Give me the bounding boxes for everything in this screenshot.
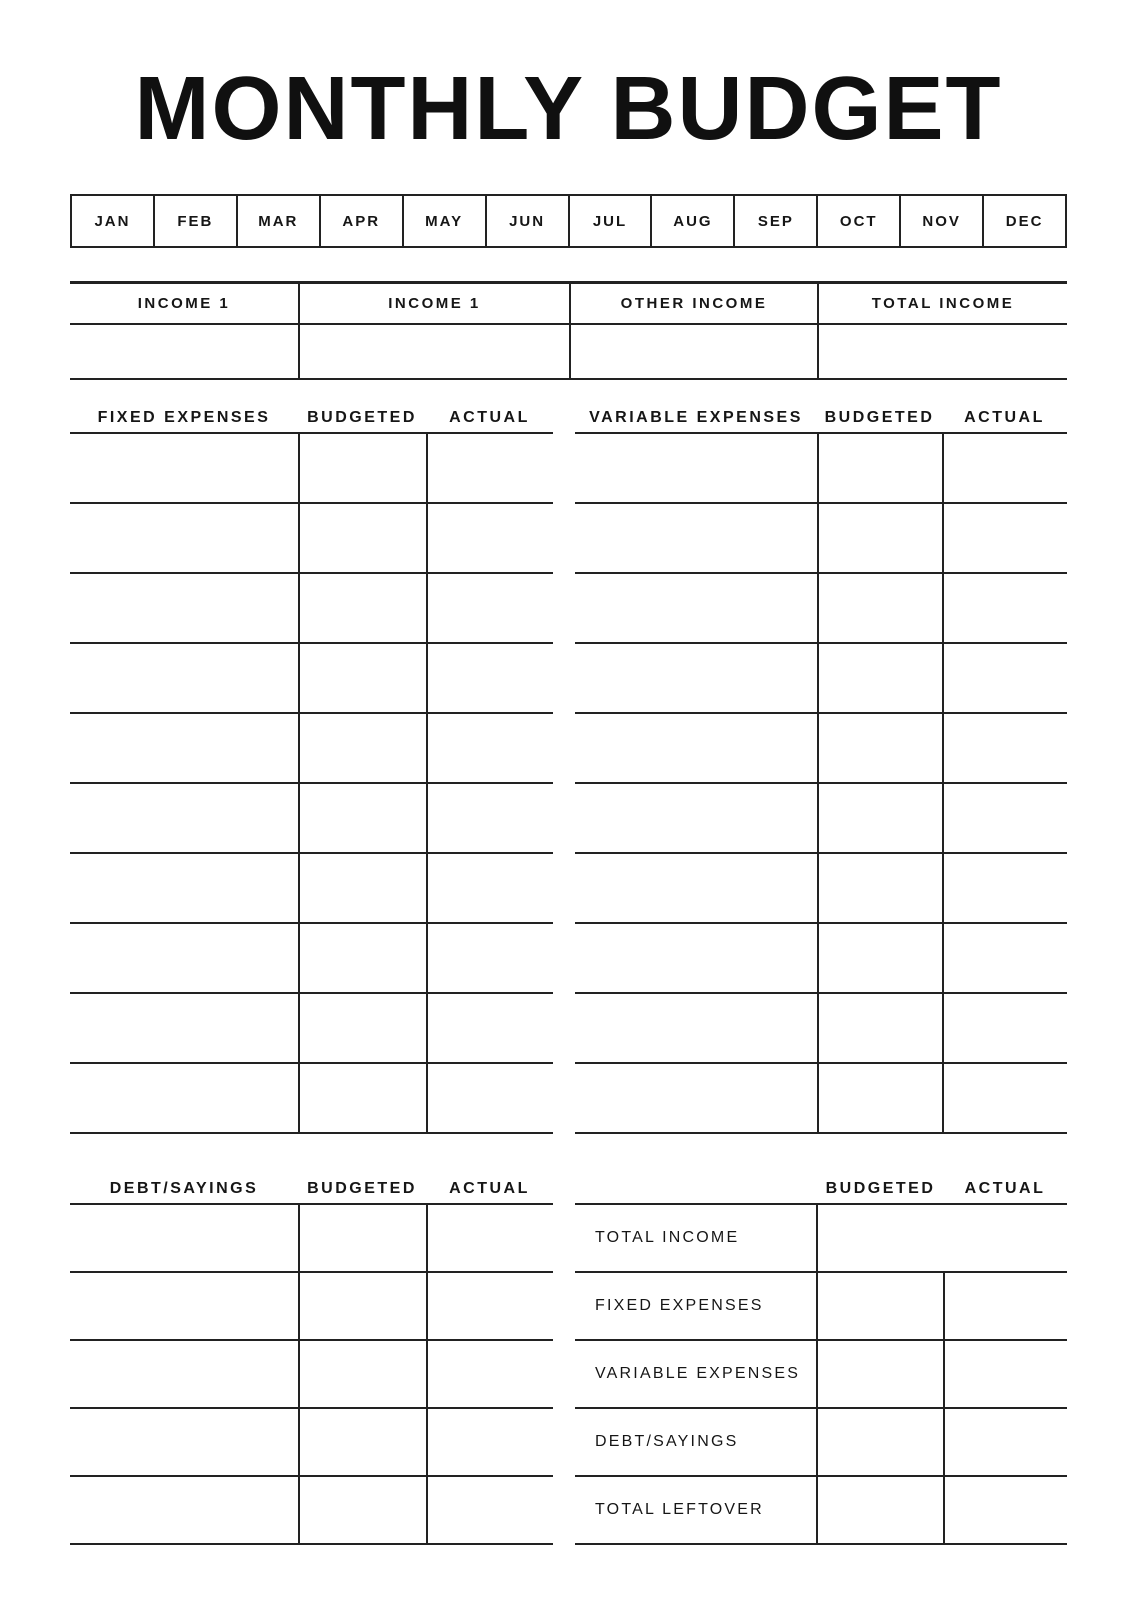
name-cell	[70, 434, 298, 502]
budgeted-cell	[298, 714, 426, 782]
actual-cell	[426, 1409, 553, 1475]
actual-cell	[942, 854, 1067, 922]
budgeted-cell	[298, 854, 426, 922]
page-title: MONTHLY BUDGET	[134, 59, 1003, 159]
variable_expenses-row	[575, 714, 1067, 784]
variable_expenses-row	[575, 784, 1067, 854]
income-table-values	[70, 325, 1067, 378]
name-cell	[70, 924, 298, 992]
income2-value-cell	[298, 325, 569, 378]
variable-expenses-body	[575, 432, 1067, 1134]
actual-cell	[426, 784, 553, 852]
actual-cell	[943, 1273, 1067, 1339]
name-cell	[70, 714, 298, 782]
budgeted-column-title: BUDGETED	[307, 409, 417, 426]
actual-column-title: ACTUAL	[964, 409, 1045, 426]
variable_expenses-row	[575, 994, 1067, 1064]
fixed_expenses-row	[70, 994, 553, 1064]
budgeted-cell	[818, 1477, 943, 1543]
name-cell	[70, 994, 298, 1062]
month-cell-jun: JUN	[485, 196, 568, 246]
variable_expenses-row	[575, 504, 1067, 574]
budgeted-cell	[817, 574, 942, 642]
budgeted-cell	[817, 854, 942, 922]
fixed-expenses-column-title: FIXED EXPENSES	[97, 409, 271, 426]
debt_savings-row	[70, 1205, 553, 1273]
other-income-value-cell	[569, 325, 817, 378]
month-cell-mar: MAR	[236, 196, 319, 246]
budgeted-cell	[817, 924, 942, 992]
fixed-expenses-header	[70, 404, 553, 432]
actual-cell	[426, 854, 553, 922]
variable-expenses-column-title: VARIABLE EXPENSES	[589, 409, 803, 426]
summary-row-fixed-expenses	[575, 1273, 1067, 1341]
actual-cell	[426, 1477, 553, 1543]
budgeted-actual-merged-cell	[818, 1205, 1067, 1271]
budgeted-cell	[298, 1064, 426, 1132]
month-cell-dec: DEC	[982, 196, 1065, 246]
budgeted-cell	[818, 1273, 943, 1339]
month-cell-jul: JUL	[568, 196, 651, 246]
debt_savings-row	[70, 1341, 553, 1409]
name-cell	[70, 1477, 298, 1543]
summary-row-total-leftover	[575, 1477, 1067, 1545]
actual-cell	[942, 644, 1067, 712]
debt_savings-row	[70, 1273, 553, 1341]
actual-cell	[426, 1064, 553, 1132]
name-cell	[70, 504, 298, 572]
summary-row-variable-expenses	[575, 1341, 1067, 1409]
budgeted-cell	[298, 504, 426, 572]
fixed_expenses-row	[70, 924, 553, 994]
month-cell-nov: NOV	[899, 196, 982, 246]
budgeted-cell	[817, 714, 942, 782]
summary-row-total-income	[575, 1205, 1067, 1273]
budgeted-cell	[298, 784, 426, 852]
month-cell-may: MAY	[402, 196, 485, 246]
name-cell	[70, 784, 298, 852]
budgeted-cell	[298, 644, 426, 712]
month-cell-sep: SEP	[733, 196, 816, 246]
other-income-header: OTHER INCOME	[569, 284, 817, 323]
budgeted-cell	[817, 644, 942, 712]
actual-cell	[426, 714, 553, 782]
variable-expenses-table	[575, 404, 1067, 1134]
actual-cell	[426, 924, 553, 992]
budgeted-cell	[818, 1341, 943, 1407]
name-cell	[575, 434, 817, 502]
fixed-expenses-table	[70, 404, 553, 1134]
debt-savings-table	[70, 1175, 553, 1545]
debt-savings-body	[70, 1203, 553, 1545]
actual-cell	[942, 714, 1067, 782]
fixed-expenses-body	[70, 432, 553, 1134]
name-cell	[70, 1273, 298, 1339]
actual-column-title: ACTUAL	[964, 1180, 1046, 1197]
budgeted-cell	[818, 1409, 943, 1475]
summary-table	[575, 1175, 1067, 1545]
actual-cell	[426, 574, 553, 642]
actual-column-title: ACTUAL	[449, 409, 530, 426]
fixed_expenses-row	[70, 1064, 553, 1134]
month-row	[70, 194, 1067, 248]
month-cell-apr: APR	[319, 196, 402, 246]
name-cell	[575, 994, 817, 1062]
actual-cell	[942, 504, 1067, 572]
actual-cell	[426, 1273, 553, 1339]
summary-label-fixed-expenses: FIXED EXPENSES	[575, 1273, 818, 1339]
name-cell	[575, 574, 817, 642]
summary-label-debt-sayings: DEBT/SAYINGS	[575, 1409, 818, 1475]
budgeted-cell	[817, 784, 942, 852]
fixed_expenses-row	[70, 714, 553, 784]
actual-cell	[943, 1477, 1067, 1543]
name-cell	[70, 644, 298, 712]
budgeted-column-title: BUDGETED	[824, 409, 935, 426]
budgeted-cell	[298, 434, 426, 502]
actual-cell	[426, 644, 553, 712]
actual-cell	[942, 994, 1067, 1062]
summary-header	[575, 1175, 1067, 1203]
name-cell	[575, 784, 817, 852]
summary-body	[575, 1203, 1067, 1545]
actual-cell	[942, 1064, 1067, 1132]
name-cell	[575, 644, 817, 712]
debt-savings-header	[70, 1175, 553, 1203]
actual-cell	[942, 434, 1067, 502]
total-income-value-cell	[817, 325, 1067, 378]
budgeted-cell	[817, 994, 942, 1062]
budgeted-column-title: BUDGETED	[825, 1180, 936, 1197]
income1-header: INCOME 1	[137, 295, 231, 312]
month-cell-jan: JAN	[94, 212, 131, 230]
variable_expenses-row	[575, 574, 1067, 644]
debt-savings-column-title: DEBT/SAYINGS	[109, 1180, 259, 1197]
fixed_expenses-row	[70, 644, 553, 714]
actual-cell	[426, 1205, 553, 1271]
actual-cell	[942, 924, 1067, 992]
variable_expenses-row	[575, 924, 1067, 994]
actual-cell	[943, 1409, 1067, 1475]
name-cell	[70, 854, 298, 922]
variable_expenses-row	[575, 434, 1067, 504]
actual-column-title: ACTUAL	[449, 1180, 530, 1197]
budgeted-cell	[817, 504, 942, 572]
actual-cell	[942, 574, 1067, 642]
name-cell	[70, 1409, 298, 1475]
name-cell	[70, 574, 298, 642]
fixed_expenses-row	[70, 574, 553, 644]
name-cell	[70, 1205, 298, 1271]
income-table-header	[70, 284, 1067, 325]
actual-cell	[943, 1341, 1067, 1407]
budgeted-column-title: BUDGETED	[307, 1180, 417, 1197]
month-cell-oct: OCT	[816, 196, 899, 246]
debt_savings-row	[70, 1477, 553, 1545]
budgeted-cell	[298, 574, 426, 642]
name-cell	[70, 1341, 298, 1407]
actual-cell	[426, 1341, 553, 1407]
summary-label-total-income: TOTAL INCOME	[575, 1205, 818, 1271]
variable_expenses-row	[575, 1064, 1067, 1134]
name-cell	[575, 854, 817, 922]
budgeted-cell	[298, 1273, 426, 1339]
actual-cell	[426, 434, 553, 502]
fixed_expenses-row	[70, 434, 553, 504]
budgeted-cell	[298, 1409, 426, 1475]
summary-label-total-leftover: TOTAL LEFTOVER	[575, 1477, 818, 1543]
total-income-header: TOTAL INCOME	[817, 284, 1067, 323]
name-cell	[70, 1064, 298, 1132]
income2-header: INCOME 1	[298, 284, 569, 323]
budgeted-cell	[817, 1064, 942, 1132]
actual-cell	[426, 994, 553, 1062]
actual-cell	[426, 504, 553, 572]
budgeted-cell	[298, 1477, 426, 1543]
budgeted-cell	[298, 924, 426, 992]
month-cell-aug: AUG	[650, 196, 733, 246]
summary-label-variable-expenses: VARIABLE EXPENSES	[575, 1341, 818, 1407]
budgeted-cell	[298, 1205, 426, 1271]
fixed_expenses-row	[70, 854, 553, 924]
expense-tables-section	[70, 404, 1067, 1134]
fixed_expenses-row	[70, 504, 553, 574]
summary-row-debt-sayings	[575, 1409, 1067, 1477]
name-cell	[575, 504, 817, 572]
variable_expenses-row	[575, 854, 1067, 924]
income-table	[70, 281, 1067, 380]
debt_savings-row	[70, 1409, 553, 1477]
budgeted-cell	[298, 1341, 426, 1407]
budgeted-cell	[298, 994, 426, 1062]
variable-expenses-header	[575, 404, 1067, 432]
name-cell	[575, 714, 817, 782]
actual-cell	[942, 784, 1067, 852]
variable_expenses-row	[575, 644, 1067, 714]
budgeted-cell	[817, 434, 942, 502]
name-cell	[575, 1064, 817, 1132]
name-cell	[575, 924, 817, 992]
fixed_expenses-row	[70, 784, 553, 854]
income1-value-cell	[70, 325, 298, 378]
bottom-section	[70, 1175, 1067, 1545]
month-cell-feb: FEB	[153, 196, 236, 246]
